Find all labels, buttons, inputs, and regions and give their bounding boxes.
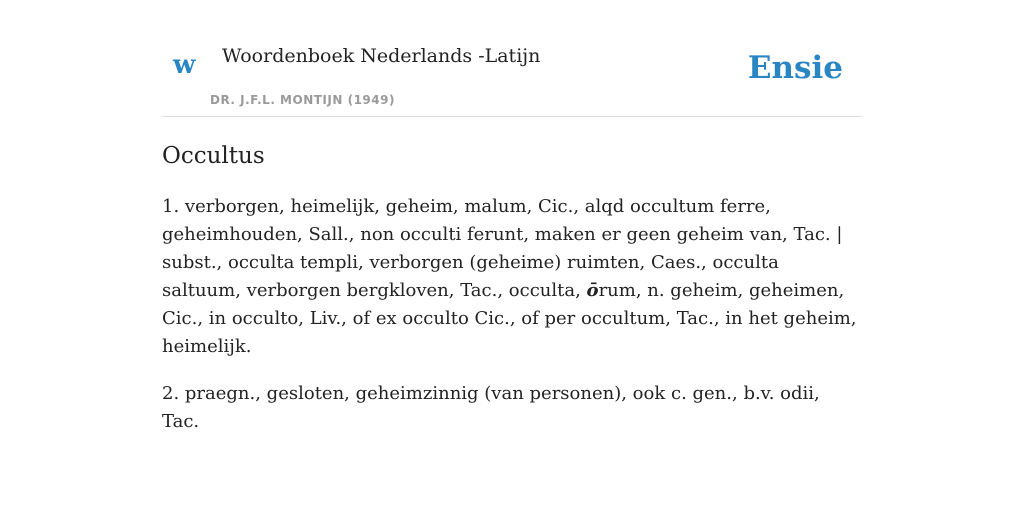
entry-body	[162, 193, 862, 436]
sense-paragraph	[162, 193, 862, 361]
sense-paragraph: 2. praegn., gesloten, geheimzinnig (van personen), ook c. gen., b.v. odii, Tac.	[162, 383, 820, 432]
dictionary-title[interactable]: Woordenboek Nederlands -Latijn	[222, 45, 541, 67]
dictionary-logo-link[interactable]: w	[173, 50, 196, 80]
sense-emphasis: ō	[586, 280, 599, 301]
sense-text: 1. verborgen, heimelijk, geheim, malum, Cic., alqd occultum ferre, geheimhouden, Sall., non occulti ferunt, maken er geen geheim van, Tac. | subst., occulta templi, verborgen (geheime) ruimten, Caes., occulta saltuum, verborgen bergkloven, Tac., occulta,	[162, 196, 843, 301]
header	[162, 0, 862, 117]
page	[162, 0, 862, 436]
dictionary-author: DR. J.F.L. MONTIJN (1949)	[210, 93, 395, 107]
entry-title: Occultus	[162, 143, 265, 169]
brand-logo-link[interactable]: Ensie	[747, 50, 843, 86]
sense-text: rum, n. geheim, geheimen, Cic., in occulto, Liv., of ex occulto Cic., of per occultum, Tac., in het geheim, heimelijk.	[162, 280, 857, 357]
